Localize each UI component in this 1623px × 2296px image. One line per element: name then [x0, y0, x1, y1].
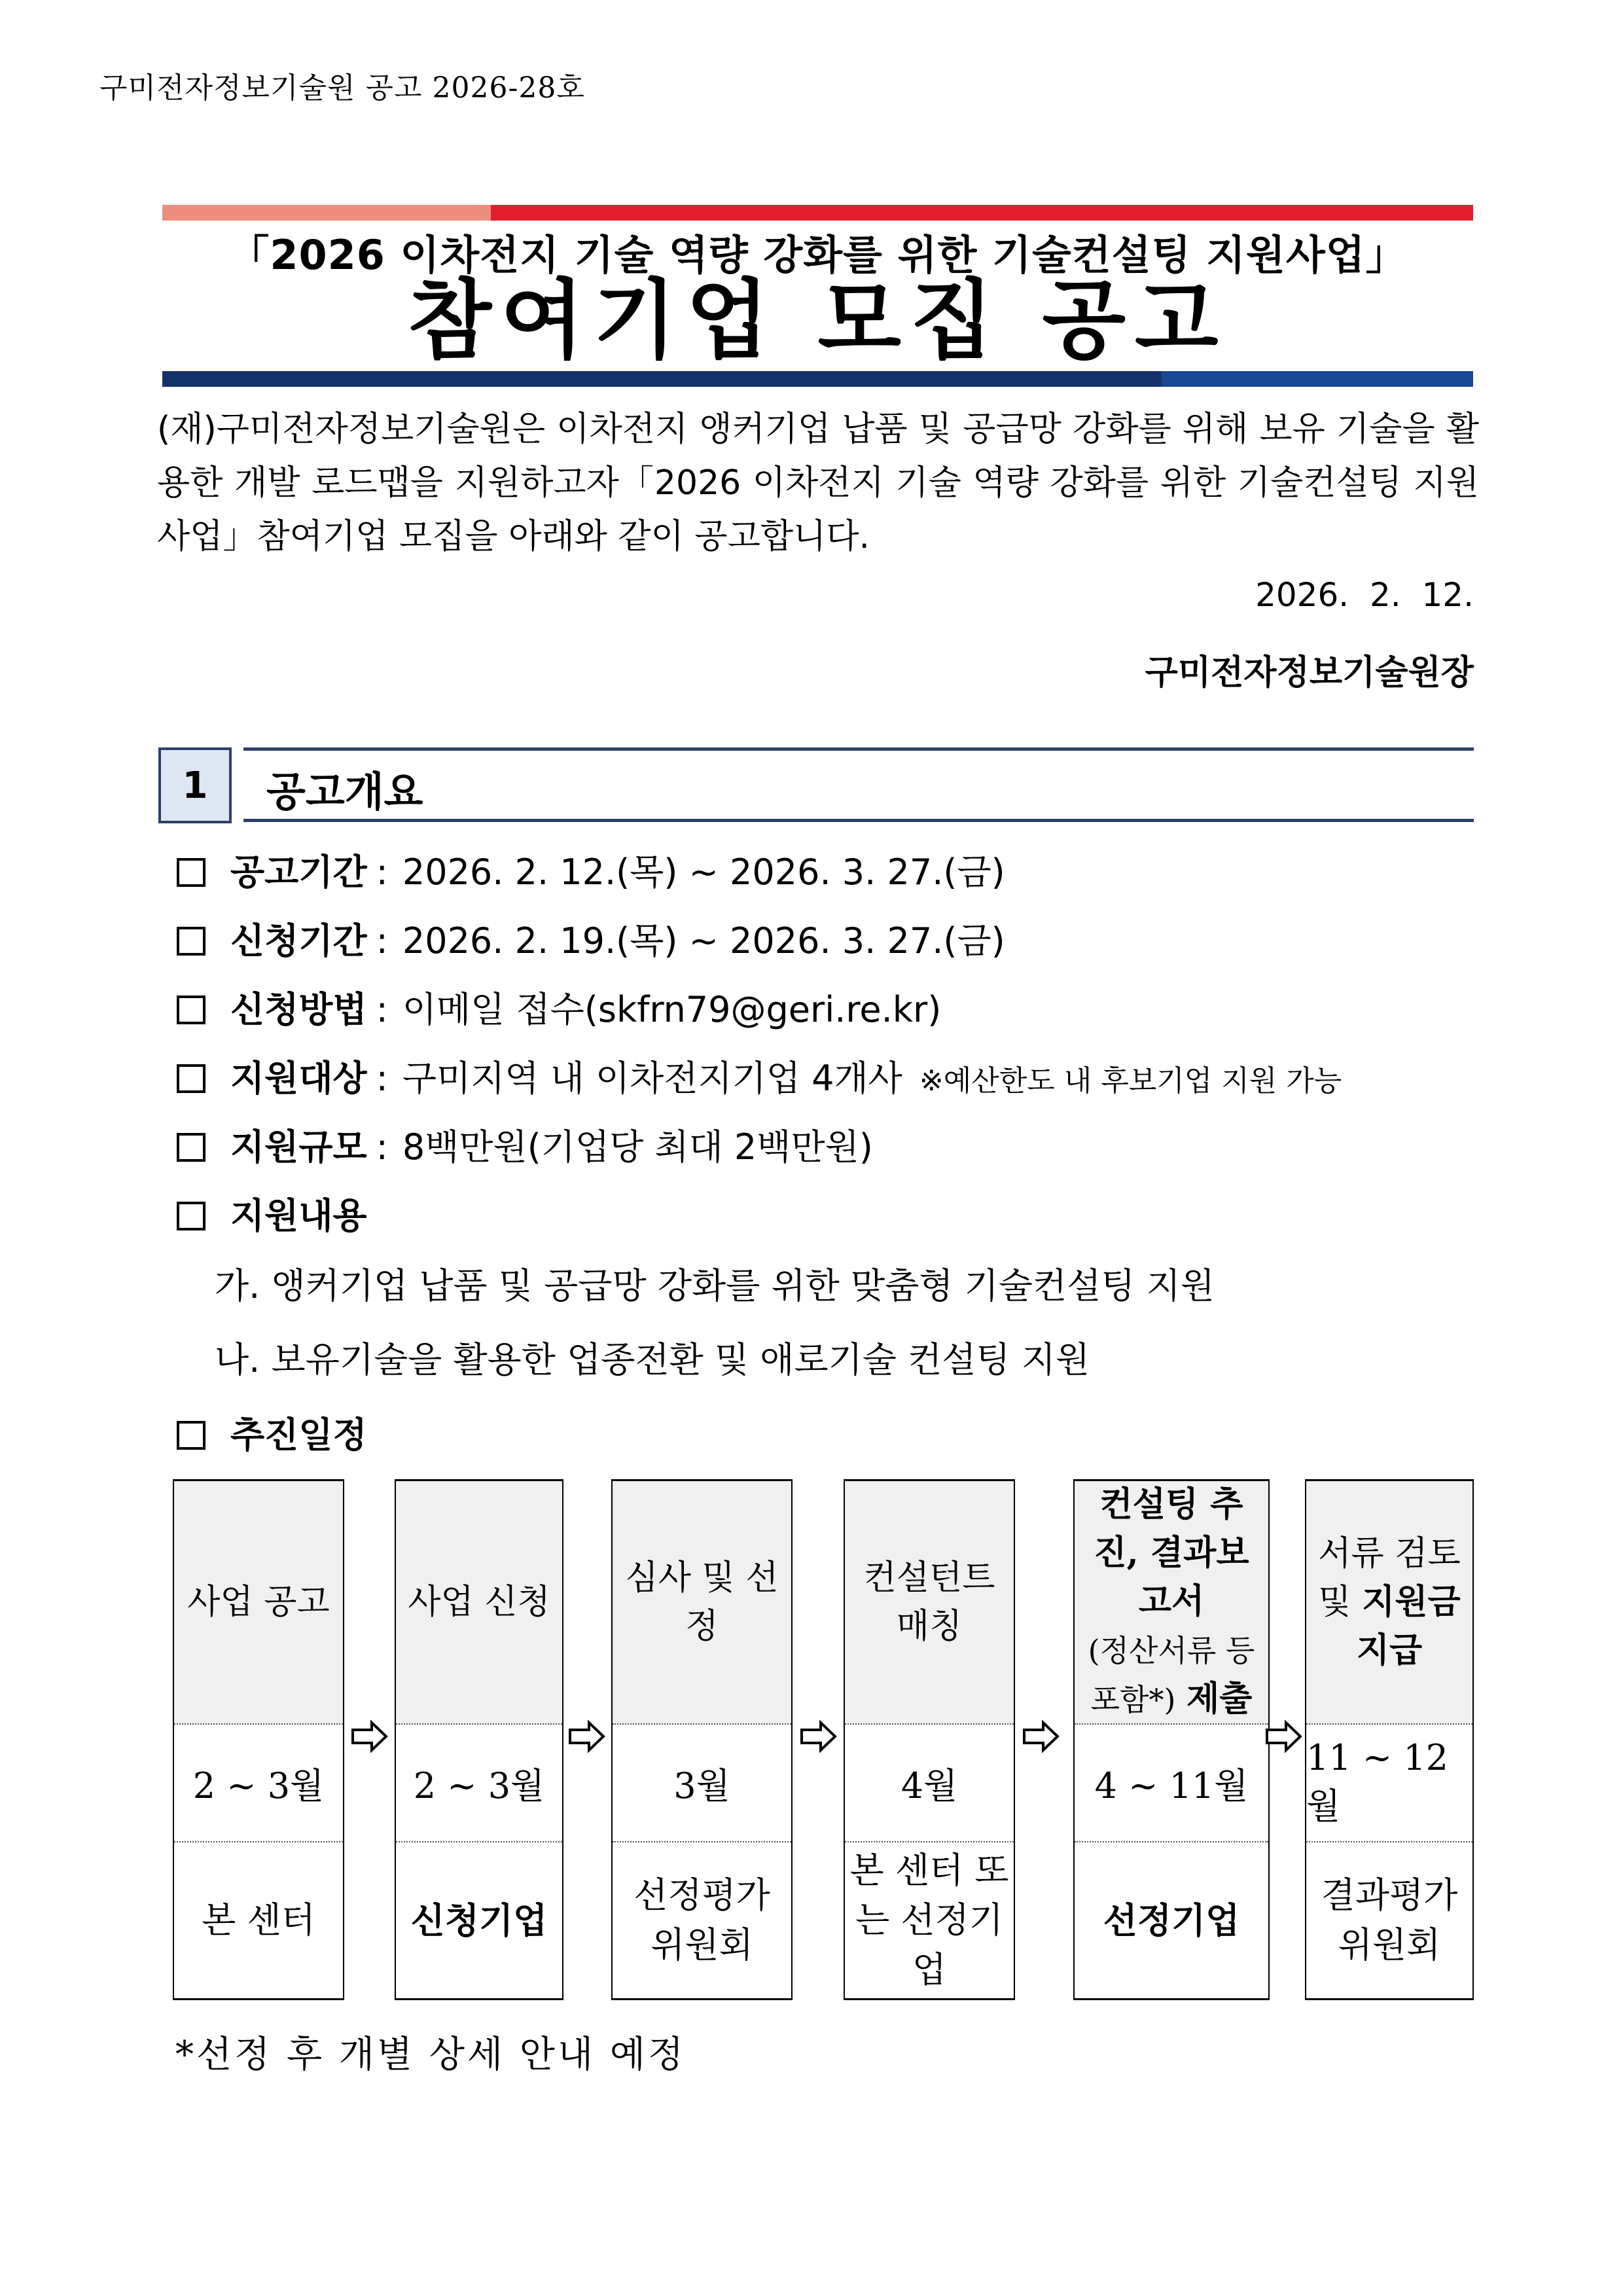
section-header	[158, 747, 1474, 825]
list-item-eligibility	[177, 1050, 1342, 1101]
title-bar-top-light-segment	[162, 205, 491, 221]
right-arrow-icon	[1022, 1720, 1060, 1753]
right-arrow-icon	[568, 1720, 606, 1753]
item-value: 8백만원(기업당 최대 2백만원)	[402, 1126, 873, 1168]
step-owner: 선정평가 위원회	[633, 1874, 770, 1965]
schedule-step-5	[1073, 1479, 1270, 2000]
schedule-step-2	[395, 1479, 563, 2000]
right-arrow-icon	[1265, 1720, 1303, 1753]
step-owner: 신청기업	[410, 1899, 548, 1941]
step-period: 3월	[613, 1725, 791, 1842]
item-value: 구미지역 내 이차전지기업 4개사	[402, 1058, 902, 1099]
step-owner: 본 센터 또는 선정기업	[849, 1850, 1009, 1990]
right-arrow-icon	[351, 1720, 389, 1753]
title-bar-bottom	[162, 371, 1473, 387]
item-separator: :	[376, 920, 388, 961]
item-separator: :	[376, 1058, 388, 1099]
list-item-schedule	[177, 1407, 376, 1458]
checkbox-bullet-icon	[177, 1064, 205, 1093]
item-note: ※예산한도 내 후보기업 지원 가능	[919, 1064, 1342, 1098]
item-label: 지원내용	[230, 1195, 367, 1236]
step-task: 심사 및 선정	[613, 1481, 791, 1725]
step-task-prefix: 서류 검토 및	[1318, 1534, 1461, 1622]
step-task: 사업 공고	[174, 1481, 343, 1725]
program-subtitle: 「2026 이차전지 기술 역량 강화를 위한 기술컨설팅 지원사업」	[228, 231, 1407, 279]
step-task: 컨설턴트 매칭	[845, 1481, 1014, 1725]
item-label: 신청기간	[230, 920, 367, 961]
list-item-announcement-period	[177, 844, 1005, 895]
support-content-b: 나. 보유기술을 활용한 업종전환 및 애로기술 컨설팅 지원	[215, 1339, 1090, 1380]
list-item-application-method	[177, 982, 941, 1032]
support-content-a: 가. 앵커기업 납품 및 공급망 강화를 위한 맞춤형 기술컨설팅 지원	[215, 1265, 1215, 1306]
step-period: 2 ~ 3월	[174, 1725, 343, 1842]
item-separator: :	[376, 852, 388, 893]
announcement-date: 2026. 2. 12.	[1255, 576, 1474, 614]
item-value: 2026. 2. 12.(목) ~ 2026. 3. 27.(금)	[402, 852, 1005, 893]
checkbox-bullet-icon	[177, 996, 205, 1024]
item-label: 지원규모	[230, 1126, 367, 1168]
item-label: 신청방법	[230, 989, 367, 1030]
step-period: 4월	[845, 1725, 1014, 1842]
step-period: 4 ~ 11월	[1075, 1725, 1268, 1842]
schedule-step-1	[173, 1479, 344, 2000]
section-title: 공고개요	[266, 768, 423, 816]
item-separator: :	[376, 989, 388, 1030]
schedule-step-3	[611, 1479, 793, 2000]
item-value: 2026. 2. 19.(목) ~ 2026. 3. 27.(금)	[402, 920, 1005, 961]
step-period: 2 ~ 3월	[396, 1725, 562, 1842]
step-owner: 결과평가 위원회	[1321, 1874, 1458, 1965]
page-title: 참여기업 모집 공고	[408, 270, 1228, 371]
step-task-end: 제출	[1186, 1679, 1253, 1719]
step-task-note: (정산서류 등 포함*)	[1088, 1633, 1255, 1717]
item-separator: :	[376, 1126, 388, 1168]
step-task-main: 지원금 지급	[1356, 1582, 1461, 1670]
step-task: 사업 신청	[396, 1481, 562, 1725]
step-task-main: 컨설팅 추진, 결과보고서	[1094, 1484, 1249, 1621]
checkbox-bullet-icon	[177, 1421, 205, 1450]
step-task	[1075, 1481, 1268, 1725]
schedule-step-4	[844, 1479, 1015, 2000]
section-rule-bottom	[243, 819, 1474, 822]
list-item-application-period	[177, 913, 1005, 963]
schedule-step-6	[1305, 1479, 1474, 2000]
item-label: 지원대상	[230, 1058, 367, 1099]
item-label: 추진일정	[230, 1414, 367, 1456]
step-owner: 선정기업	[1103, 1899, 1240, 1941]
document-number: 구미전자정보기술원 공고 2026-28호	[99, 71, 585, 105]
list-item-support-contents	[177, 1188, 376, 1238]
section-number: 1	[158, 747, 232, 823]
title-bar-top	[162, 205, 1473, 221]
step-period: 11 ~ 12월	[1306, 1725, 1472, 1842]
step-task	[1306, 1481, 1472, 1725]
footnote: *선정 후 개별 상세 안내 예정	[175, 2034, 687, 2076]
right-arrow-icon	[800, 1720, 838, 1753]
checkbox-bullet-icon	[177, 927, 205, 956]
checkbox-bullet-icon	[177, 858, 205, 887]
section-rule-top	[243, 747, 1474, 751]
list-item-support-scale	[177, 1119, 873, 1170]
item-value: 이메일 접수(skfrn79@geri.re.kr)	[402, 989, 942, 1030]
title-bar-bottom-navy-segment	[162, 371, 1162, 387]
issuer-name: 구미전자정보기술원장	[1145, 653, 1474, 692]
checkbox-bullet-icon	[177, 1202, 205, 1230]
title-bar-top-red-segment	[491, 205, 1473, 221]
intro-paragraph: (재)구미전자정보기술원은 이차전지 앵커기업 납품 및 공급망 강화를 위해 보유 기술을 활용한 개발 로드맵을 지원하고자「2026 이차전지 기술 역량 강화를 위한 기술컨설팅 지원사업」참여기업 모집을 아래와 같이 공고합니다.	[157, 410, 1479, 556]
checkbox-bullet-icon	[177, 1133, 205, 1162]
step-owner: 본 센터	[202, 1899, 315, 1941]
item-label: 공고기간	[230, 852, 367, 893]
title-bar-bottom-blue-segment	[1162, 371, 1473, 387]
